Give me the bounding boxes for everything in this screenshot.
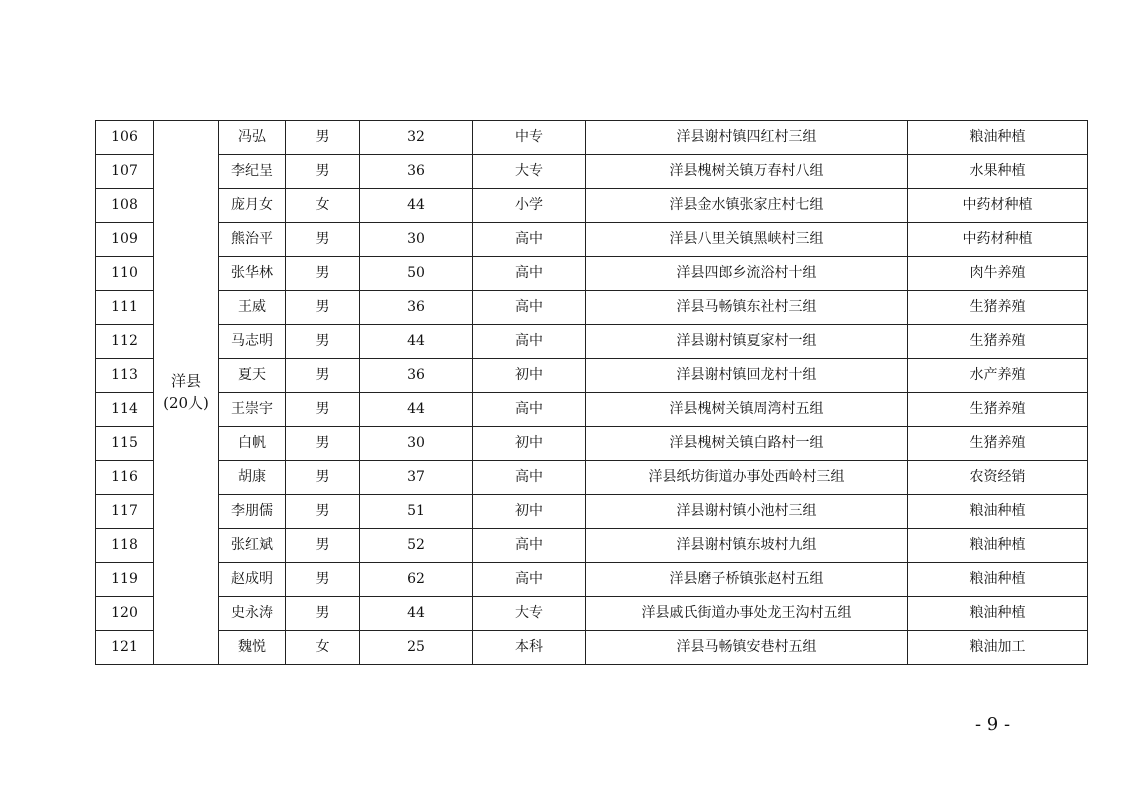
cell-industry: 粮油种植 [908,495,1088,529]
cell-number: 119 [96,563,154,597]
cell-gender: 男 [286,223,360,257]
cell-address: 洋县槐树关镇白路村一组 [586,427,908,461]
cell-age: 52 [360,529,473,563]
cell-industry: 农资经销 [908,461,1088,495]
cell-number: 116 [96,461,154,495]
cell-industry: 生猪养殖 [908,427,1088,461]
cell-age: 30 [360,223,473,257]
cell-address: 洋县谢村镇四红村三组 [586,121,908,155]
cell-age: 30 [360,427,473,461]
roster-table [95,120,1088,665]
cell-education: 初中 [473,359,586,393]
table-row [96,631,1088,665]
cell-address: 洋县谢村镇东坡村九组 [586,529,908,563]
table-row [96,529,1088,563]
cell-industry: 粮油种植 [908,121,1088,155]
cell-number: 120 [96,597,154,631]
cell-address: 洋县磨子桥镇张赵村五组 [586,563,908,597]
cell-name: 马志明 [219,325,286,359]
cell-education: 高中 [473,461,586,495]
cell-name: 李纪呈 [219,155,286,189]
table-row [96,121,1088,155]
cell-age: 50 [360,257,473,291]
cell-number: 114 [96,393,154,427]
cell-age: 36 [360,291,473,325]
cell-education: 初中 [473,495,586,529]
cell-number: 113 [96,359,154,393]
cell-name: 胡康 [219,461,286,495]
county-count: (20人) [163,393,209,412]
cell-education: 高中 [473,529,586,563]
county-cell [154,121,219,665]
cell-gender: 女 [286,631,360,665]
cell-age: 44 [360,189,473,223]
cell-name: 李朋儒 [219,495,286,529]
table-row [96,563,1088,597]
cell-gender: 男 [286,257,360,291]
cell-age: 36 [360,155,473,189]
cell-address: 洋县四郎乡流浴村十组 [586,257,908,291]
cell-education: 大专 [473,155,586,189]
cell-industry: 生猪养殖 [908,393,1088,427]
table-row [96,597,1088,631]
cell-address: 洋县槐树关镇周湾村五组 [586,393,908,427]
cell-industry: 粮油种植 [908,563,1088,597]
cell-number: 115 [96,427,154,461]
cell-industry: 生猪养殖 [908,325,1088,359]
cell-number: 108 [96,189,154,223]
cell-name: 王威 [219,291,286,325]
cell-age: 36 [360,359,473,393]
cell-address: 洋县戚氏街道办事处龙王沟村五组 [586,597,908,631]
cell-gender: 男 [286,427,360,461]
cell-address: 洋县纸坊街道办事处西岭村三组 [586,461,908,495]
cell-name: 赵成明 [219,563,286,597]
cell-address: 洋县金水镇张家庄村七组 [586,189,908,223]
cell-age: 32 [360,121,473,155]
cell-number: 118 [96,529,154,563]
roster-body [96,121,1088,665]
cell-gender: 男 [286,121,360,155]
cell-gender: 男 [286,155,360,189]
table-row [96,495,1088,529]
cell-number: 109 [96,223,154,257]
cell-address: 洋县谢村镇夏家村一组 [586,325,908,359]
cell-age: 44 [360,597,473,631]
cell-name: 史永涛 [219,597,286,631]
cell-name: 冯弘 [219,121,286,155]
cell-gender: 男 [286,529,360,563]
cell-education: 大专 [473,597,586,631]
cell-number: 110 [96,257,154,291]
cell-gender: 男 [286,325,360,359]
cell-name: 熊治平 [219,223,286,257]
page-number: - 9 - [975,714,1011,735]
cell-age: 62 [360,563,473,597]
cell-gender: 女 [286,189,360,223]
cell-gender: 男 [286,495,360,529]
cell-address: 洋县槐树关镇万春村八组 [586,155,908,189]
cell-industry: 粮油加工 [908,631,1088,665]
county-name: 洋县 [170,371,201,390]
cell-age: 37 [360,461,473,495]
cell-number: 106 [96,121,154,155]
cell-education: 本科 [473,631,586,665]
cell-industry: 粮油种植 [908,597,1088,631]
cell-education: 小学 [473,189,586,223]
cell-number: 121 [96,631,154,665]
cell-age: 51 [360,495,473,529]
cell-industry: 水果种植 [908,155,1088,189]
cell-education: 高中 [473,223,586,257]
table-row [96,461,1088,495]
cell-gender: 男 [286,359,360,393]
cell-name: 庞月女 [219,189,286,223]
cell-name: 张红斌 [219,529,286,563]
cell-industry: 水产养殖 [908,359,1088,393]
cell-name: 张华林 [219,257,286,291]
cell-gender: 男 [286,597,360,631]
cell-number: 111 [96,291,154,325]
cell-gender: 男 [286,461,360,495]
cell-gender: 男 [286,393,360,427]
cell-industry: 粮油种植 [908,529,1088,563]
cell-address: 洋县谢村镇小池村三组 [586,495,908,529]
table-row [96,257,1088,291]
cell-gender: 男 [286,291,360,325]
table-row [96,189,1088,223]
cell-education: 中专 [473,121,586,155]
cell-education: 高中 [473,563,586,597]
table-row [96,359,1088,393]
table-row [96,393,1088,427]
cell-education: 高中 [473,393,586,427]
cell-industry: 中药材种植 [908,223,1088,257]
cell-age: 44 [360,325,473,359]
cell-name: 夏天 [219,359,286,393]
cell-age: 25 [360,631,473,665]
cell-education: 高中 [473,291,586,325]
cell-education: 高中 [473,325,586,359]
cell-education: 高中 [473,257,586,291]
cell-industry: 生猪养殖 [908,291,1088,325]
cell-address: 洋县谢村镇回龙村十组 [586,359,908,393]
cell-name: 白帆 [219,427,286,461]
cell-address: 洋县马畅镇东社村三组 [586,291,908,325]
cell-name: 王崇宇 [219,393,286,427]
cell-education: 初中 [473,427,586,461]
cell-age: 44 [360,393,473,427]
table-row [96,291,1088,325]
cell-industry: 中药材种植 [908,189,1088,223]
table-row [96,223,1088,257]
cell-address: 洋县八里关镇黑峡村三组 [586,223,908,257]
cell-number: 107 [96,155,154,189]
cell-industry: 肉牛养殖 [908,257,1088,291]
cell-name: 魏悦 [219,631,286,665]
table-row [96,325,1088,359]
cell-address: 洋县马畅镇安巷村五组 [586,631,908,665]
table-row [96,155,1088,189]
cell-gender: 男 [286,563,360,597]
cell-number: 112 [96,325,154,359]
cell-number: 117 [96,495,154,529]
table-row [96,427,1088,461]
